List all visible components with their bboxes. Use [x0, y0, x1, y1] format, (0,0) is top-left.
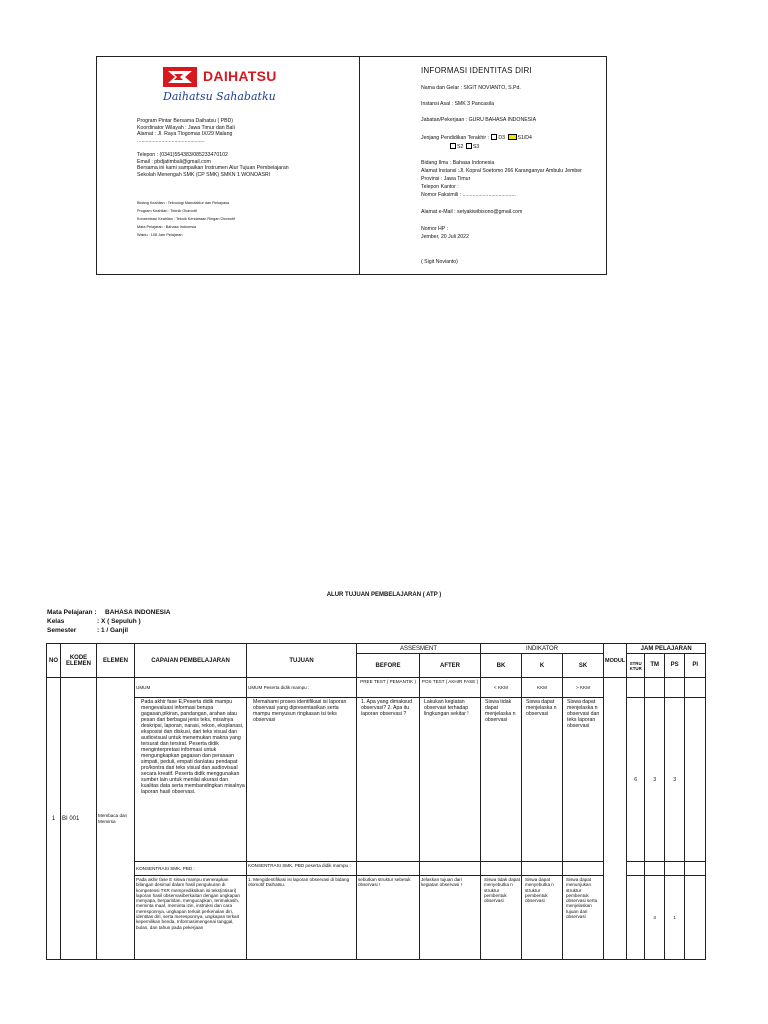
- s1-checkbox[interactable]: [508, 134, 517, 140]
- pretest-label: PREE TEST ( PEMANTIK ): [357, 678, 420, 698]
- empty-before: [357, 862, 420, 876]
- col-assesment: ASSESMENT: [357, 644, 481, 654]
- col-capaian: CAPAIAN PEMBELAJARAN: [135, 644, 247, 678]
- jabatan: Jabatan/Pekerjaan : GURU BAHASA INDONESIA: [421, 117, 537, 123]
- tm-empty: [645, 678, 665, 698]
- bk-kkm-label: < KKM: [481, 678, 522, 698]
- col-indikator: INDIKATOR: [481, 644, 604, 654]
- row-elemen: Membaca dan Memirsa: [97, 678, 135, 960]
- meta-mapel: [47, 609, 171, 616]
- col-pi: PI: [685, 654, 706, 678]
- d3-label: D3: [498, 135, 506, 141]
- ps-empty: [665, 678, 685, 698]
- alamat-dots: ...............................................: [137, 137, 205, 144]
- empty-bk: [481, 862, 522, 876]
- telepon-line: Telepon : (0341)554383/085233470102: [137, 152, 228, 158]
- col-k: K: [522, 654, 563, 678]
- nomor-faksimili: Nomor Faksimili : .....................................: [421, 192, 516, 198]
- provinsi: Provinsi : Jawa Timur: [421, 176, 471, 182]
- pi-umum-value: [685, 698, 706, 862]
- bidang-keahlian: Bidang Keahlian : Teknologi Manufaktur dan Rekayasa: [137, 201, 230, 205]
- k-konsentrasi-text: Siswa dapat menyebutka n struktur pembentuk observasi: [522, 876, 563, 960]
- atp-table: [46, 643, 706, 960]
- col-elemen: ELEMEN: [97, 644, 135, 678]
- s1-label: S1/D4: [517, 135, 532, 141]
- meta-kelas: [47, 618, 141, 625]
- sk-konsentrasi-text: Siswa dapat menunjukan struktur pembentuk observasi serta menjelaskan tujuan dari observasi: [563, 876, 604, 960]
- tujuan-umum-text: Memahami proses identifikasi isi laporan observasi yang dipresentasikan serta mampu menyusun ringkasan isi teks observasi: [247, 698, 357, 862]
- semester-value: : 1 / Ganjil: [97, 627, 129, 634]
- struktur-empty: [627, 678, 645, 698]
- capaian-umum-label: UMUM: [135, 678, 247, 698]
- row-no: 1: [47, 678, 61, 960]
- col-struktur: STRU KTUR: [627, 654, 645, 678]
- sekolah-line: Sekolah Menengah SMK (CP SMK) SMKN 1 WONOASRI: [137, 171, 271, 178]
- empty-k: [522, 862, 563, 876]
- empty-pi: [685, 862, 706, 876]
- posttest-label: POS TEST ( AKHIR FASE ): [420, 678, 481, 698]
- col-before: BEFORE: [357, 654, 420, 678]
- sk-umum-text: Siswa dapat menjelaska n observasi dan teks laporan observasi: [563, 698, 604, 862]
- bk-umum-text: Siswa tidak dapat menjelaska n observasi: [481, 698, 522, 862]
- struktur-konsentrasi-value: [627, 876, 645, 960]
- tm-konsentrasi-value: 3: [645, 876, 665, 960]
- empty-after: [420, 862, 481, 876]
- tujuan-konsentrasi-text: 1. Mengidentifikasi isi laporan observasi di bidang otomotif Daihatsu.: [247, 876, 357, 960]
- tempat-tanggal: Jember, 20 Juli 2022: [421, 234, 469, 240]
- posttest-umum-text: Lakukan kegiatan observasi terhadap lingkungan sekitar !: [420, 698, 481, 862]
- empty-struktur: [627, 862, 645, 876]
- program-keahlian: Program Keahlian : Teknik Otomotif: [137, 209, 197, 213]
- col-tujuan: TUJUAN: [247, 644, 357, 678]
- col-jam: JAM PELAJARAN: [627, 644, 706, 654]
- tm-umum-value: 3: [645, 698, 665, 862]
- row-kode: BI 001: [61, 678, 97, 960]
- identity-title: INFORMASI IDENTITAS DIRI: [421, 66, 532, 75]
- mapel-label: Mata Pelajaran :: [47, 609, 97, 616]
- ps-umum-value: 3: [665, 698, 685, 862]
- email-line: Email : pbdjatimbali@gmail.com: [137, 158, 211, 165]
- mata-pelajaran: Mata Pelajaran : Bahasa Indonesia: [137, 225, 197, 229]
- col-modul: MODUL: [604, 644, 627, 678]
- koordinator-line: Koordinator Wilayah : Jawa Timur dan Bali: [137, 124, 235, 131]
- alamat-instansi: Alamat Instansi :Jl. Kopral Soetomo 266 Karanganyar Ambulu Jember: [421, 168, 582, 174]
- modul-cell: [604, 678, 627, 960]
- struktur-umum-value: 6: [627, 698, 645, 862]
- kelas-label: Kelas: [47, 618, 65, 625]
- atp-title: ALUR TUJUAN PEMBELAJARAN ( ATP ): [326, 592, 442, 598]
- s2-label: S2: [457, 144, 464, 150]
- pretest-umum-text: 1. Apa yang dimaksud observasi? 2. Apa itu laporan observasi ?: [357, 698, 420, 862]
- pi-konsentrasi-value: [685, 876, 706, 960]
- capaian-konsentrasi-label: KONSENTRASI SMK. PBD :: [135, 862, 247, 876]
- empty-ps: [665, 862, 685, 876]
- empty-tm: [645, 862, 665, 876]
- tujuan-umum-label: UMUM Peserta didik mampu :: [247, 678, 357, 698]
- brand-tagline: Daihatsu Sahabatku: [163, 90, 276, 103]
- identity-card: [96, 56, 607, 275]
- ps-konsentrasi-value: 1: [665, 876, 685, 960]
- k-kkm-label: KKM: [522, 678, 563, 698]
- sub-header-umum: [47, 678, 706, 698]
- jenjang-pendidikan-2: [449, 143, 479, 150]
- header-row-1: [47, 644, 706, 654]
- col-ps: PS: [665, 654, 685, 678]
- tujuan-konsentrasi-label: KONSENTRASI SMK. PBD peserta didik mampu :: [247, 862, 357, 876]
- d3-checkbox[interactable]: [491, 134, 497, 140]
- col-tm: TM: [645, 654, 665, 678]
- instansi-asal: Instansi Asal : SMK 3 Pancasila: [421, 101, 494, 107]
- mapel-value: BAHASA INDONESIA: [105, 609, 171, 616]
- jenjang-pendidikan: [421, 134, 532, 141]
- posttest-konsentrasi-text: Jelaskan tujuan dari kegiatan observasi !: [420, 876, 481, 960]
- card-divider: [359, 57, 360, 274]
- col-no: NO: [47, 644, 61, 678]
- pi-empty: [685, 678, 706, 698]
- sk-kkm-label: > KKM: [563, 678, 604, 698]
- col-after: AFTER: [420, 654, 481, 678]
- bersama-line: Bersama ini kami sampaikan Instrumen Alur Tujuan Pembelajaran: [137, 165, 289, 171]
- konsentrasi-keahlian: Konsentrasi Keahlian : Teknik Kendaraan Ringan Otomotif: [137, 217, 235, 221]
- semester-label: Semester: [47, 627, 77, 634]
- daihatsu-logo-icon: [163, 67, 197, 87]
- s2-checkbox[interactable]: [450, 143, 456, 149]
- bk-konsentrasi-text: Siswa tidak dapat menyebutka n struktur pembentuk observasi: [481, 876, 522, 960]
- jenjang-label: Jenjang Pendidikan Terakhir :: [421, 135, 489, 141]
- col-sk: SK: [563, 654, 604, 678]
- empty-sk: [563, 862, 604, 876]
- bidang-ilmu: Bidang Ilmu : Bahasa Indonesia: [421, 160, 495, 166]
- meta-semester: [47, 627, 129, 634]
- kelas-value: : X ( Sepuluh ): [97, 618, 141, 625]
- s3-checkbox[interactable]: [466, 143, 472, 149]
- pretest-konsentrasi-text: sebutkan struktur sebetuk observasi !: [357, 876, 420, 960]
- k-umum-text: Siswa dapat menjelaska n observasi: [522, 698, 563, 862]
- col-bk: BK: [481, 654, 522, 678]
- alamat-email: Alamat e-Mail : setyakiwibisono@gmail.com: [421, 209, 523, 215]
- col-kode: KODE ELEMEN: [61, 644, 97, 678]
- program-line: Program Pintar Bersama Daihatsu ( PBD): [137, 118, 234, 124]
- waktu: Waktu : 108 Jam Pelajaran: [137, 233, 183, 237]
- nama-gelar: Nama dan Gelar : SIGIT NOVIANTO, S.Pd.: [421, 85, 521, 91]
- signature-name: ( Sigit Novianto): [421, 259, 458, 265]
- nomor-hp: Nomor HP :: [421, 226, 449, 232]
- capaian-konsentrasi-text: Pada akhir fase E siswa mampu menerapkan bilangan desimal dalam hasil pengukuran di kompetensi TKR memprediksikan isi teks(intisari) laporan hasil observasiberkaitan dengan ungkapan menyapa, berpamitan, mengucapkan, terimakasih, meminta maaf, meminta izin, instruksi dan cara meresponnya, ungkapan terkait perkenalan diri, identitas diri, serta meresponnya, ungkapan terkait kepemilikan benda, Informasimengenai tanggal, bulan, dan tahun pada pekerjaan: [135, 876, 247, 960]
- s3-label: S3: [472, 144, 480, 150]
- capaian-umum-text: Pada akhir fase E,Peserta didik mampu mengevaluasi informasi berupa gagasan,pikiran, pandangan, arahan atau pesan dari berbagai jenis teks, misalnya deskripsi, laporan, narasi, rekon, eksplanasi, eksposisi dan diskusi, dari teks visual dan audiovisual untuk menemukan makna yang tersurat dan tersirat. Peserta didik menginterpretasi informasi untuk mengungkapkan gagasan dan perasaan simpati, peduli, empati dan/atau pendapat pro/kontra dari teks visual dan audiovisual secara kreatif. Peserta didik menggunakan sumber lain untuk menilai akurasi dan kualitas data serta membandingkan misalnya laporan hasil observasi.: [135, 698, 247, 862]
- alamat-line: Alamat : Jl. Raya Tlogomas IX/29 Malang: [137, 131, 233, 137]
- brand-name: DAIHATSU: [203, 68, 277, 84]
- telepon-kantor: Telepon Kantor :: [421, 184, 459, 190]
